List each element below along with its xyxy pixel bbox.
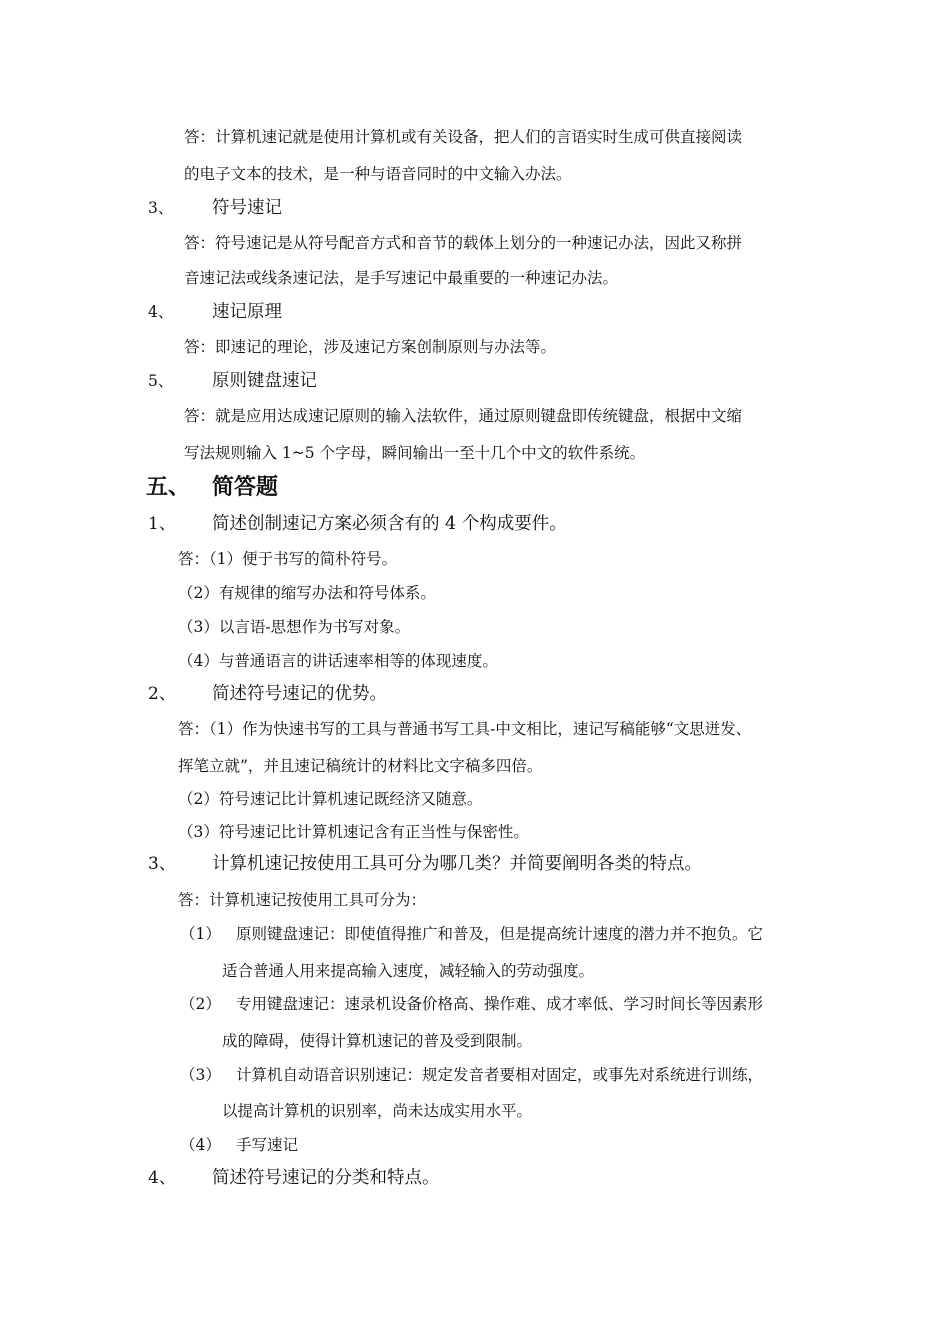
s5-q3-item-1-line-2: 适合普通人用来提高输入速度，减轻输入的劳动强度。 bbox=[222, 962, 595, 980]
s5-q3-item-1-number: （1） bbox=[180, 925, 221, 943]
q2-answer-line-2: 的电子文本的技术，是一种与语音同时的中文输入办法。 bbox=[184, 165, 572, 183]
q3-number: 3、 bbox=[148, 199, 174, 217]
s5-q3-item-3-number: （3） bbox=[180, 1066, 221, 1084]
q5-answer-line-1: 答：就是应用达成速记原则的输入法软件，通过原则键盘即传统键盘，根据中文缩 bbox=[184, 407, 743, 425]
section-5-title: 简答题 bbox=[212, 475, 279, 500]
s5-q3-item-2-line-1: 专用键盘速记：速录机设备价格高、操作难、成才率低、学习时间长等因素形 bbox=[236, 995, 764, 1013]
s5-q3-item-4-line-1: 手写速记 bbox=[236, 1136, 299, 1154]
s5-q2-answer-line-1: 答：（1）作为快速书写的工具与普通书写工具-中文相比，速记写稿能够“文思迸发、 bbox=[178, 720, 752, 738]
s5-q1-answer-1: 答：（1）便于书写的简朴符号。 bbox=[178, 550, 398, 568]
s5-q2-answer-line-2: 挥笔立就”，并且速记稿统计的材料比文字稿多四倍。 bbox=[178, 757, 543, 775]
s5-q4-number: 4、 bbox=[148, 1168, 176, 1188]
q3-title: 符号速记 bbox=[212, 198, 282, 218]
s5-q1-answer-2: （2）有规律的缩写办法和符号体系。 bbox=[178, 584, 436, 602]
s5-q3-answer-intro: 答：计算机速记按使用工具可分为： bbox=[178, 891, 427, 909]
s5-q1-title: 简述创制速记方案必须含有的 4 个构成要件。 bbox=[212, 514, 567, 534]
q4-title: 速记原理 bbox=[212, 302, 282, 322]
s5-q1-answer-4: （4）与普通语言的讲话速率相等的体现速度。 bbox=[178, 652, 498, 670]
q4-answer: 答：即速记的理论，涉及速记方案创制原则与办法等。 bbox=[184, 338, 557, 356]
section-5-number: 五、 bbox=[146, 475, 191, 500]
s5-q2-answer-2: （2）符号速记比计算机速记既经济又随意。 bbox=[178, 790, 483, 808]
s5-q1-number: 1、 bbox=[148, 514, 176, 534]
q4-number: 4、 bbox=[148, 303, 174, 321]
s5-q2-number: 2、 bbox=[148, 684, 176, 704]
s5-q3-item-4-number: （4） bbox=[180, 1136, 221, 1154]
q3-answer-line-2: 音速记法或线条速记法，是手写速记中最重要的一种速记办法。 bbox=[184, 269, 619, 287]
s5-q3-item-2-number: （2） bbox=[180, 995, 221, 1013]
s5-q2-title: 简述符号速记的优势。 bbox=[212, 684, 387, 704]
s5-q2-answer-3: （3）符号速记比计算机速记含有正当性与保密性。 bbox=[178, 823, 529, 841]
q5-title: 原则键盘速记 bbox=[212, 371, 317, 391]
s5-q4-title: 简述符号速记的分类和特点。 bbox=[212, 1168, 440, 1188]
s5-q1-answer-3: （3）以言语-思想作为书写对象。 bbox=[178, 618, 411, 636]
q3-answer-line-1: 答：符号速记是从符号配音方式和音节的载体上划分的一种速记办法，因此又称拼 bbox=[184, 234, 743, 252]
s5-q3-number: 3、 bbox=[148, 854, 176, 874]
s5-q3-item-1-line-1: 原则键盘速记：即使值得推广和普及，但是提高统计速度的潜力并不抱负。它 bbox=[236, 925, 764, 943]
q5-number: 5、 bbox=[148, 372, 174, 390]
s5-q3-item-3-line-1: 计算机自动语音识别速记：规定发音者要相对固定，或事先对系统进行训练， bbox=[236, 1066, 764, 1084]
q2-answer-line-1: 答：计算机速记就是使用计算机或有关设备，把人们的言语实时生成可供直接阅读 bbox=[184, 128, 743, 146]
s5-q3-title: 计算机速记按使用工具可分为哪几类？并简要阐明各类的特点。 bbox=[212, 854, 702, 874]
s5-q3-item-3-line-2: 以提高计算机的识别率，尚未达成实用水平。 bbox=[222, 1102, 533, 1120]
s5-q3-item-2-line-2: 成的障碍，使得计算机速记的普及受到限制。 bbox=[222, 1032, 533, 1050]
q5-answer-line-2: 写法规则输入 1~5 个字母，瞬间输出一至十几个中文的软件系统。 bbox=[184, 444, 646, 462]
